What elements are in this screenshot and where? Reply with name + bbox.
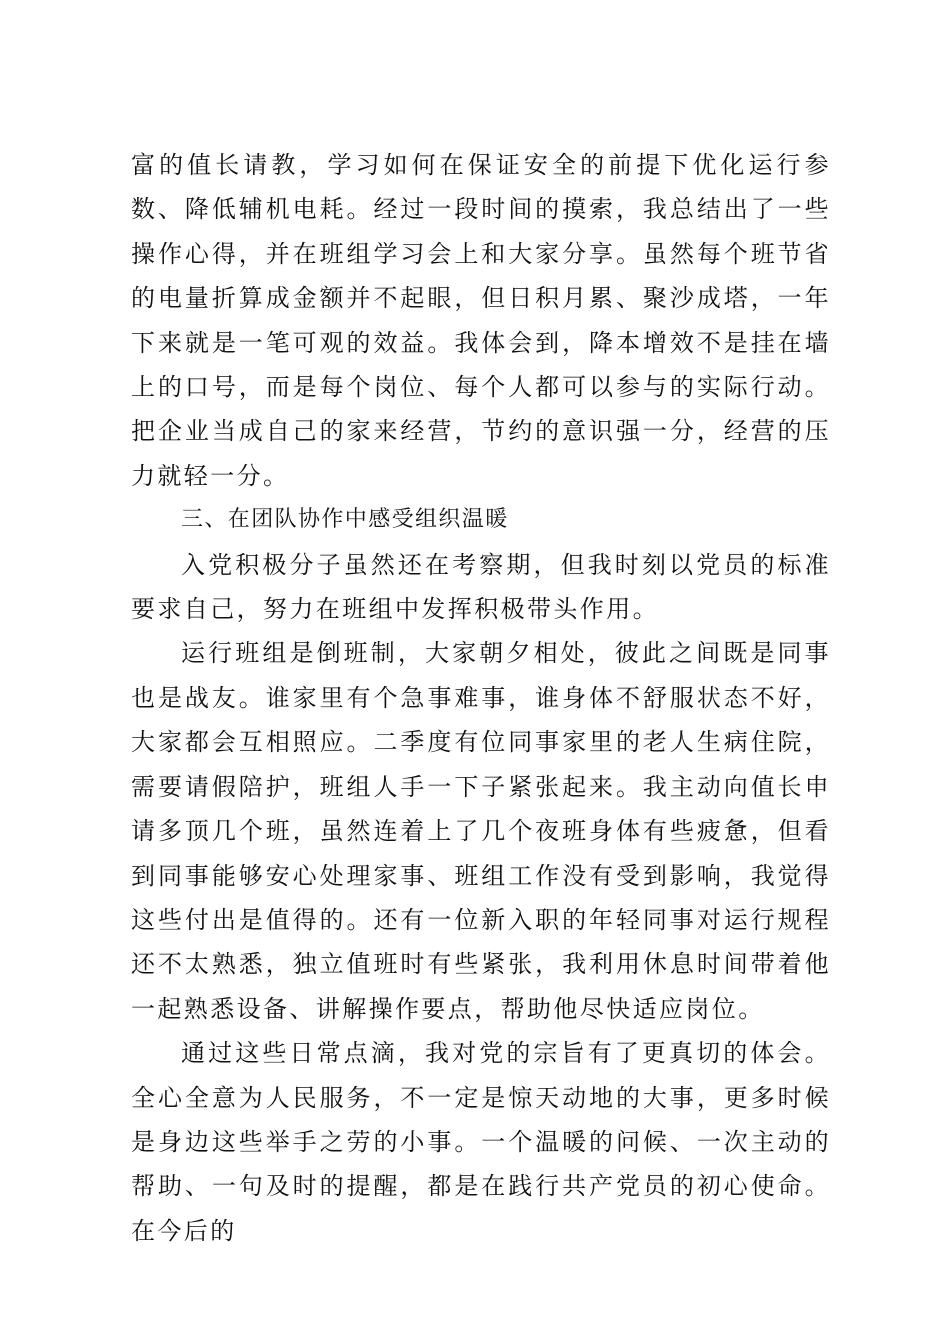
paragraph-party-purpose: 通过这些日常点滴，我对党的宗旨有了更真切的体会。全心全意为人民服务，不一定是惊天动地的大事，更多时候是身边这些举手之劳的小事。一个温暖的问候、一次主动的帮助、一句及时的提醒，都是在践行共产党员的初心使命。在今后的: [131, 1039, 831, 1245]
paragraph-activist-standard: 入党积极分子虽然还在考察期，但我时刻以党员的标准要求自己，努力在班组中发挥积极带头作用。: [131, 550, 831, 624]
document-body: [131, 143, 831, 1253]
paragraph-continuation: 富的值长请教，学习如何在保证安全的前提下优化运行参数、降低辅机电耗。经过一段时间的摸索，我总结出了一些操作心得，并在班组学习会上和大家分享。虽然每个班节省的电量折算成金额并不起眼，但日积月累、聚沙成塔，一年下来就是一笔可观的效益。我体会到，降本增效不是挂在墙上的口号，而是每个岗位、每个人都可以参与的实际行动。把企业当成自己的家来经营，节约的意识强一分，经营的压力就轻一分。: [131, 151, 831, 490]
section-heading-3: 三、在团队协作中感受组织温暖: [181, 507, 509, 533]
paragraph-team-shift-work: 运行班组是倒班制，大家朝夕相处，彼此之间既是同事也是战友。谁家里有个急事难事，谁身体不舒服状态不好，大家都会互相照应。二季度有位同事家里的老人生病住院，需要请假陪护，班组人手一下子紧张起来。我主动向值长申请多顶几个班，虽然连着上了几个夜班身体有些疲惫，但看到同事能够安心处理家事、班组工作没有受到影响，我觉得这些付出是值得的。还有一位新入职的年轻同事对运行规程还不太熟悉，独立值班时有些紧张，我利用休息时间带着他一起熟悉设备、讲解操作要点，帮助他尽快适应岗位。: [131, 639, 831, 1023]
